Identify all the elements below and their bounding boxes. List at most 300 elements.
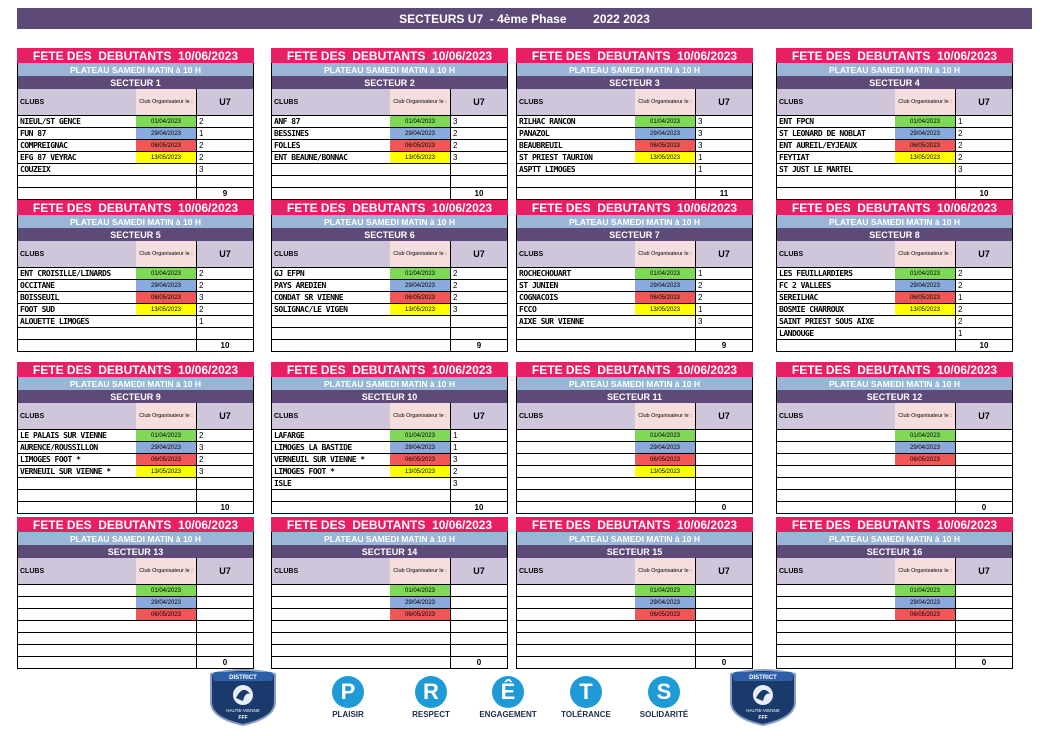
sector-table [776, 89, 1013, 200]
organiser-date: 01/04/2023 [895, 268, 955, 279]
club-name: BESSINES [274, 129, 309, 138]
club-name [272, 176, 390, 187]
u7-count [196, 645, 253, 656]
clubs-header: CLUBS [517, 89, 635, 115]
club-name [18, 176, 136, 187]
fete-title: FETE DES DEBUTANTS 10/06/2023 [271, 362, 508, 377]
organiser-date: 29/04/2023 [390, 280, 450, 291]
u7-count [695, 454, 752, 465]
organiser-date: 01/04/2023 [895, 585, 955, 596]
table-row [517, 175, 752, 187]
sector-total: 10 [196, 340, 253, 351]
club-name [777, 176, 895, 187]
u7-count [450, 597, 507, 608]
club-name [777, 454, 895, 465]
table-header [272, 241, 507, 267]
club-name: LIMOGES FOOT * [20, 455, 81, 464]
fete-title: FETE DES DEBUTANTS 10/06/2023 [516, 517, 753, 532]
table-header [777, 241, 1012, 267]
table-row [517, 127, 752, 139]
club-name: AIXE SUR VIENNE [519, 317, 584, 326]
sector-name: SECTEUR 3 [516, 76, 753, 89]
club-name [272, 585, 390, 596]
organiser-date: 01/04/2023 [136, 268, 196, 279]
table-row [777, 303, 1012, 315]
organiser-date: 29/04/2023 [136, 442, 196, 453]
table-row [517, 139, 752, 151]
u7-count: 1 [955, 292, 1012, 303]
club-name [517, 478, 635, 489]
organiser-date: 29/04/2023 [895, 128, 955, 139]
u7-count: 2 [196, 430, 253, 441]
u7-count [695, 490, 752, 501]
club-name [272, 597, 390, 608]
u7-count [450, 645, 507, 656]
u7-count: 1 [955, 328, 1012, 339]
value-plaisir-label: PLAISIR [332, 710, 364, 719]
u7-header: U7 [695, 89, 752, 115]
table-row [777, 315, 1012, 327]
club-name: ST JUNIEN [519, 281, 558, 290]
organiser-date [895, 490, 955, 501]
organiser-date [136, 478, 196, 489]
organiser-date: 06/05/2023 [635, 454, 695, 465]
u7-count: 2 [196, 454, 253, 465]
u7-count [955, 454, 1012, 465]
table-row [517, 291, 752, 303]
sector-table [516, 89, 753, 200]
u7-header: U7 [695, 403, 752, 429]
plateau-label: PLATEAU SAMEDI MATIN à 10 H [17, 215, 254, 228]
table-row [18, 327, 253, 339]
table-row [272, 163, 507, 175]
organiser-date: 13/05/2023 [390, 304, 450, 315]
table-row [517, 163, 752, 175]
plateau-label: PLATEAU SAMEDI MATIN à 10 H [516, 215, 753, 228]
organiser-date [136, 633, 196, 644]
club-name: FOLLES [274, 141, 300, 150]
sector-table [516, 558, 753, 669]
fete-title: FETE DES DEBUTANTS 10/06/2023 [17, 200, 254, 215]
u7-header: U7 [196, 241, 253, 267]
plateau-label: PLATEAU SAMEDI MATIN à 10 H [17, 377, 254, 390]
club-name [517, 633, 635, 644]
plateau-label: PLATEAU SAMEDI MATIN à 10 H [516, 63, 753, 76]
organiser-date: 01/04/2023 [895, 116, 955, 127]
u7-count [955, 490, 1012, 501]
u7-count: 2 [955, 268, 1012, 279]
sector-name: SECTEUR 8 [776, 228, 1013, 241]
organiser-date: 13/05/2023 [136, 152, 196, 163]
sector-name: SECTEUR 11 [516, 390, 753, 403]
organiser-date: 13/05/2023 [136, 466, 196, 477]
sector-table [516, 403, 753, 514]
plateau-label: PLATEAU SAMEDI MATIN à 10 H [516, 532, 753, 545]
table-row [777, 115, 1012, 127]
organiser-date: 13/05/2023 [390, 466, 450, 477]
club-name [777, 633, 895, 644]
club-name: LAFARGE [274, 431, 305, 440]
organiser-header: Club Organisateur le : [635, 241, 695, 267]
table-row [517, 279, 752, 291]
u7-count: 2 [196, 268, 253, 279]
table-header [18, 403, 253, 429]
club-name [517, 328, 635, 339]
table-row [777, 644, 1012, 656]
badge-left-fff: FFF [238, 715, 248, 721]
organiser-date: 29/04/2023 [136, 128, 196, 139]
club-name: ALOUETTE LIMOGES [20, 317, 90, 326]
u7-count: 3 [196, 466, 253, 477]
club-name [272, 490, 390, 501]
value-engagement-label: ENGAGEMENT [479, 710, 537, 719]
badge-left-sub: HAUTE-VIENNE [226, 708, 260, 713]
sector-name: SECTEUR 5 [17, 228, 254, 241]
table-row [777, 477, 1012, 489]
table-row [18, 139, 253, 151]
club-name: ROCHECHOUART [519, 269, 571, 278]
u7-count: 2 [695, 292, 752, 303]
organiser-date: 13/05/2023 [895, 152, 955, 163]
sector-total: 11 [695, 188, 752, 199]
club-name [777, 609, 895, 620]
table-row [777, 279, 1012, 291]
u7-count [695, 609, 752, 620]
table-row [777, 453, 1012, 465]
fete-title: FETE DES DEBUTANTS 10/06/2023 [17, 517, 254, 532]
u7-count: 3 [955, 164, 1012, 175]
u7-count [196, 633, 253, 644]
organiser-date: 13/05/2023 [895, 304, 955, 315]
organiser-date [136, 328, 196, 339]
u7-header: U7 [450, 403, 507, 429]
u7-count [450, 490, 507, 501]
table-row [272, 584, 507, 596]
table-row [18, 163, 253, 175]
organiser-date: 06/05/2023 [895, 140, 955, 151]
u7-count [955, 645, 1012, 656]
fete-title: FETE DES DEBUTANTS 10/06/2023 [271, 200, 508, 215]
organiser-date [136, 316, 196, 327]
table-row [777, 327, 1012, 339]
u7-count [955, 176, 1012, 187]
table-row [18, 151, 253, 163]
u7-count [695, 328, 752, 339]
club-name [777, 621, 895, 632]
table-row [517, 327, 752, 339]
total-row [517, 339, 752, 351]
club-name [517, 454, 635, 465]
u7-count [695, 430, 752, 441]
value-solidarite-icon: S [648, 676, 680, 708]
sector-table [17, 89, 254, 200]
organiser-date: 01/04/2023 [136, 585, 196, 596]
sector-4 [776, 48, 1013, 200]
clubs-header: CLUBS [272, 241, 390, 267]
organiser-date: 01/04/2023 [136, 430, 196, 441]
u7-count: 2 [450, 128, 507, 139]
sector-table [271, 89, 508, 200]
u7-count [450, 316, 507, 327]
fete-title: FETE DES DEBUTANTS 10/06/2023 [17, 362, 254, 377]
organiser-date [895, 176, 955, 187]
organiser-date: 01/04/2023 [390, 585, 450, 596]
u7-header: U7 [955, 241, 1012, 267]
sector-14 [271, 517, 508, 669]
table-row [272, 632, 507, 644]
sector-table [271, 558, 508, 669]
organiser-date: 13/05/2023 [635, 152, 695, 163]
clubs-header: CLUBS [777, 241, 895, 267]
u7-count [450, 328, 507, 339]
clubs-header: CLUBS [18, 241, 136, 267]
u7-count: 3 [695, 116, 752, 127]
total-row [777, 339, 1012, 351]
table-row [517, 596, 752, 608]
plateau-label: PLATEAU SAMEDI MATIN à 10 H [271, 532, 508, 545]
organiser-date [390, 478, 450, 489]
table-row [18, 465, 253, 477]
u7-header: U7 [955, 89, 1012, 115]
club-name [517, 645, 635, 656]
u7-header: U7 [955, 558, 1012, 584]
table-row [272, 291, 507, 303]
u7-header: U7 [450, 241, 507, 267]
organiser-date [136, 490, 196, 501]
u7-count: 3 [450, 116, 507, 127]
club-name: ENT FPCN [779, 117, 814, 126]
organiser-date: 13/05/2023 [635, 304, 695, 315]
table-row [18, 291, 253, 303]
club-name: PANAZOL [519, 129, 550, 138]
clubs-header: CLUBS [777, 558, 895, 584]
fete-title: FETE DES DEBUTANTS 10/06/2023 [776, 517, 1013, 532]
u7-count [955, 478, 1012, 489]
organiser-date: 06/05/2023 [390, 454, 450, 465]
u7-count [695, 633, 752, 644]
table-row [272, 441, 507, 453]
u7-header: U7 [196, 89, 253, 115]
plateau-label: PLATEAU SAMEDI MATIN à 10 H [17, 532, 254, 545]
u7-count [955, 609, 1012, 620]
organiser-date [390, 176, 450, 187]
organiser-date [390, 633, 450, 644]
u7-count: 2 [196, 116, 253, 127]
u7-count: 1 [196, 316, 253, 327]
club-name: EFG 87 VEYRAC [20, 153, 77, 162]
u7-header: U7 [955, 403, 1012, 429]
u7-count: 1 [695, 152, 752, 163]
table-header [517, 241, 752, 267]
table-row [18, 267, 253, 279]
u7-count: 2 [450, 268, 507, 279]
plateau-label: PLATEAU SAMEDI MATIN à 10 H [776, 377, 1013, 390]
organiser-date: 06/05/2023 [136, 292, 196, 303]
table-header [517, 89, 752, 115]
club-name: LES FEUILLARDIERS [779, 269, 853, 278]
fete-title: FETE DES DEBUTANTS 10/06/2023 [516, 48, 753, 63]
table-header [272, 403, 507, 429]
table-row [272, 596, 507, 608]
club-name [272, 164, 390, 175]
organiser-date: 06/05/2023 [635, 292, 695, 303]
table-row [272, 453, 507, 465]
u7-count: 2 [450, 280, 507, 291]
club-name: COGNACOIS [519, 293, 558, 302]
value-engagement [473, 676, 543, 719]
clubs-header: CLUBS [517, 558, 635, 584]
organiser-date: 29/04/2023 [635, 128, 695, 139]
clubs-header: CLUBS [18, 403, 136, 429]
clubs-header: CLUBS [517, 403, 635, 429]
table-row [272, 315, 507, 327]
value-tolerance-label: TOLÉRANCE [561, 710, 611, 719]
table-row [18, 115, 253, 127]
table-row [517, 115, 752, 127]
u7-count: 2 [955, 140, 1012, 151]
organiser-date: 01/04/2023 [635, 268, 695, 279]
u7-count: 2 [955, 316, 1012, 327]
total-row [18, 187, 253, 199]
u7-count [695, 176, 752, 187]
table-row [18, 175, 253, 187]
organiser-date: 06/05/2023 [895, 292, 955, 303]
club-name: AURENCE/ROUSSILLON [20, 443, 98, 452]
fete-title: FETE DES DEBUTANTS 10/06/2023 [516, 362, 753, 377]
club-name: CONDAT SR VIENNE [274, 293, 344, 302]
sector-total: 0 [695, 502, 752, 513]
u7-count [955, 442, 1012, 453]
organiser-date [895, 645, 955, 656]
u7-count [450, 621, 507, 632]
sector-total: 10 [196, 502, 253, 513]
u7-count: 3 [196, 442, 253, 453]
sector-name: SECTEUR 7 [516, 228, 753, 241]
u7-count: 3 [695, 316, 752, 327]
u7-count [196, 621, 253, 632]
value-solidarite [629, 676, 699, 719]
club-name: ST JUST LE MARTEL [779, 165, 853, 174]
u7-count: 2 [955, 304, 1012, 315]
sector-name: SECTEUR 6 [271, 228, 508, 241]
total-row [18, 339, 253, 351]
table-row [272, 489, 507, 501]
u7-count: 1 [196, 128, 253, 139]
club-name: FOOT SUD [20, 305, 55, 314]
club-name: SOLIGNAC/LE VIGEN [274, 305, 348, 314]
sector-7 [516, 200, 753, 352]
clubs-header: CLUBS [18, 89, 136, 115]
club-name: VERNEUIL SUR VIENNE * [274, 455, 365, 464]
organiser-date: 01/04/2023 [895, 430, 955, 441]
table-row [777, 465, 1012, 477]
u7-count [955, 597, 1012, 608]
club-name: ASPTT LIMOGES [519, 165, 576, 174]
u7-count [196, 585, 253, 596]
sector-name: SECTEUR 14 [271, 545, 508, 558]
u7-count [955, 430, 1012, 441]
organiser-date: 29/04/2023 [136, 597, 196, 608]
clubs-header: CLUBS [777, 89, 895, 115]
table-header [272, 89, 507, 115]
sector-2 [271, 48, 508, 200]
organiser-date [136, 176, 196, 187]
sector-table [271, 403, 508, 514]
u7-count [695, 466, 752, 477]
u7-count [196, 328, 253, 339]
organiser-date [635, 645, 695, 656]
table-row [517, 584, 752, 596]
organiser-date: 06/05/2023 [136, 454, 196, 465]
table-row [517, 477, 752, 489]
organiser-header: Club Organisateur le : [895, 241, 955, 267]
u7-count [695, 585, 752, 596]
organiser-header: Club Organisateur le : [390, 403, 450, 429]
table-row [18, 608, 253, 620]
club-name [517, 490, 635, 501]
club-name [777, 478, 895, 489]
organiser-date: 29/04/2023 [895, 597, 955, 608]
table-row [517, 644, 752, 656]
clubs-header: CLUBS [272, 403, 390, 429]
organiser-date [390, 316, 450, 327]
organiser-date [635, 316, 695, 327]
club-name [272, 316, 390, 327]
u7-count [450, 164, 507, 175]
sector-table [516, 241, 753, 352]
total-row [272, 656, 507, 668]
table-row [272, 151, 507, 163]
fete-title: FETE DES DEBUTANTS 10/06/2023 [776, 200, 1013, 215]
club-name [18, 328, 136, 339]
u7-count: 1 [695, 268, 752, 279]
table-row [18, 441, 253, 453]
club-name [517, 430, 635, 441]
total-row [272, 501, 507, 513]
value-plaisir [313, 676, 383, 719]
fete-title: FETE DES DEBUTANTS 10/06/2023 [271, 48, 508, 63]
sector-name: SECTEUR 10 [271, 390, 508, 403]
table-row [777, 151, 1012, 163]
club-name: BOISSEUIL [20, 293, 59, 302]
club-name: LIMOGES FOOT * [274, 467, 335, 476]
club-name: ENT AUREIL/EYJEAUX [779, 141, 857, 150]
club-name [18, 585, 136, 596]
total-row [18, 656, 253, 668]
u7-count: 2 [196, 140, 253, 151]
u7-header: U7 [450, 89, 507, 115]
sector-total: 9 [450, 340, 507, 351]
sector-table [776, 403, 1013, 514]
sector-name: SECTEUR 13 [17, 545, 254, 558]
value-solidarite-label: SOLIDARITÉ [639, 710, 689, 719]
value-plaisir-icon: P [332, 676, 364, 708]
table-row [517, 267, 752, 279]
u7-count: 2 [955, 128, 1012, 139]
clubs-header: CLUBS [777, 403, 895, 429]
table-header [18, 241, 253, 267]
table-row [517, 620, 752, 632]
club-name: SAINT PRIEST SOUS AIXE [779, 317, 874, 326]
table-row [517, 429, 752, 441]
club-name [777, 490, 895, 501]
sector-11 [516, 362, 753, 514]
table-row [777, 163, 1012, 175]
table-row [18, 429, 253, 441]
total-row [272, 339, 507, 351]
organiser-header: Club Organisateur le : [895, 403, 955, 429]
u7-count [955, 633, 1012, 644]
